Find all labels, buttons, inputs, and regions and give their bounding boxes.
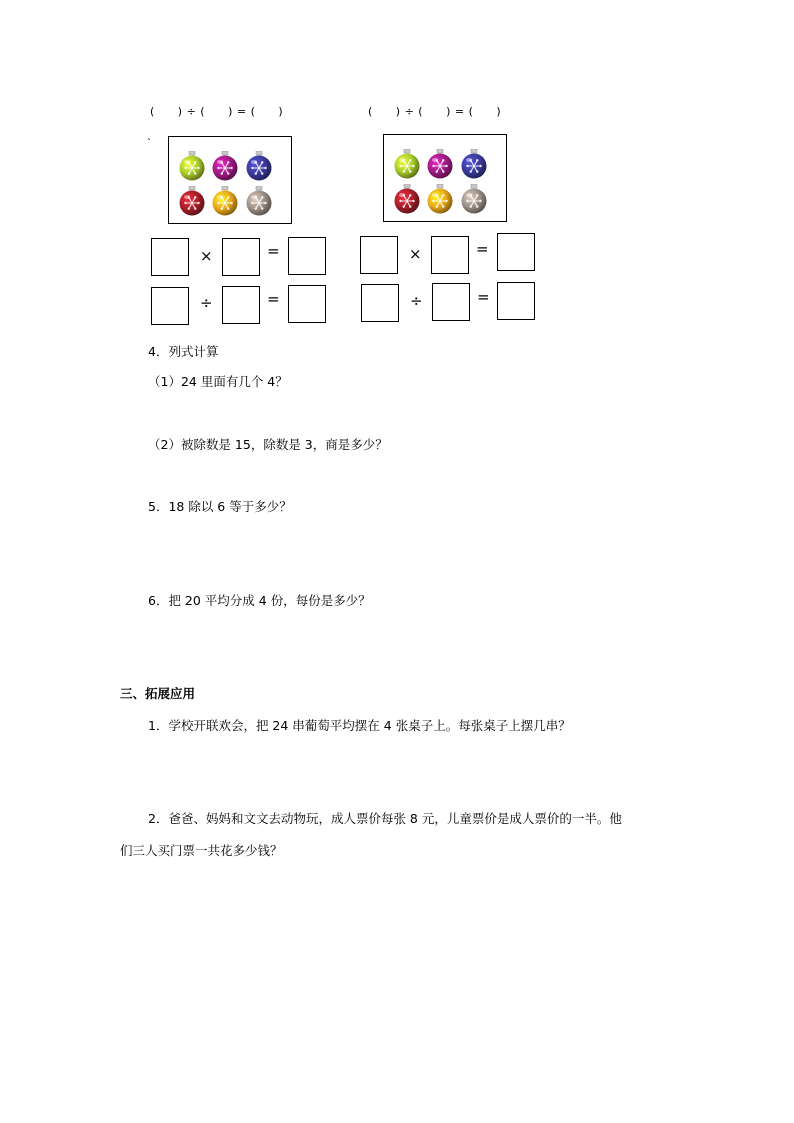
- division-prompt-left: ( ) ÷ ( ) = ( ): [150, 105, 284, 118]
- answer-box[interactable]: [497, 282, 535, 320]
- section3-q2-line2: 们三人买门票一共花多少钱？: [120, 843, 283, 858]
- ornament-red-icon: [178, 186, 206, 216]
- multiply-symbol: ×: [409, 245, 422, 263]
- section3-q1: 1．学校开联欢会，把 24 串葡萄平均摆在 4 张桌子上。每张桌子上摆几串？: [148, 718, 571, 733]
- answer-box[interactable]: [360, 236, 398, 274]
- ornament-blue-icon: [460, 149, 488, 179]
- q4-part2: （2）被除数是 15，除数是 3，商是多少？: [148, 437, 388, 452]
- equals-symbol: =: [267, 242, 280, 260]
- answer-box[interactable]: [361, 284, 399, 322]
- ornament-gold-icon: [426, 184, 454, 214]
- multiply-symbol: ×: [200, 247, 213, 265]
- section3-q2-line1: 2．爸爸、妈妈和文文去动物玩，成人票价每张 8 元，儿童票价是成人票价的一半。他: [148, 811, 622, 826]
- answer-box[interactable]: [431, 236, 469, 274]
- ornament-green-icon: [178, 151, 206, 181]
- ornament-gray-icon: [245, 186, 273, 216]
- answer-box[interactable]: [288, 285, 326, 323]
- equals-symbol: =: [477, 288, 490, 306]
- stray-mark: `: [147, 138, 152, 149]
- division-prompt-right: ( ) ÷ ( ) = ( ): [368, 105, 502, 118]
- q4-part1: （1）24 里面有几个 4？: [148, 374, 288, 389]
- ornament-green-icon: [393, 149, 421, 179]
- ornament-blue-icon: [245, 151, 273, 181]
- q4-title: 4．列式计算: [148, 344, 219, 359]
- q5-text: 5．18 除以 6 等于多少？: [148, 499, 292, 514]
- ornament-gray-icon: [460, 184, 488, 214]
- divide-symbol: ÷: [410, 292, 423, 310]
- ornament-gold-icon: [211, 186, 239, 216]
- answer-box[interactable]: [151, 238, 189, 276]
- equals-symbol: =: [267, 290, 280, 308]
- answer-box[interactable]: [288, 237, 326, 275]
- section3-heading: 三、拓展应用: [120, 686, 196, 701]
- answer-box[interactable]: [222, 286, 260, 324]
- q6-text: 6．把 20 平均分成 4 份，每份是多少？: [148, 593, 371, 608]
- ornament-red-icon: [393, 184, 421, 214]
- answer-box[interactable]: [151, 287, 189, 325]
- ornament-purple-icon: [426, 149, 454, 179]
- equals-symbol: =: [476, 240, 489, 258]
- answer-box[interactable]: [497, 233, 535, 271]
- answer-box[interactable]: [432, 283, 470, 321]
- ornament-purple-icon: [211, 151, 239, 181]
- divide-symbol: ÷: [200, 294, 213, 312]
- answer-box[interactable]: [222, 238, 260, 276]
